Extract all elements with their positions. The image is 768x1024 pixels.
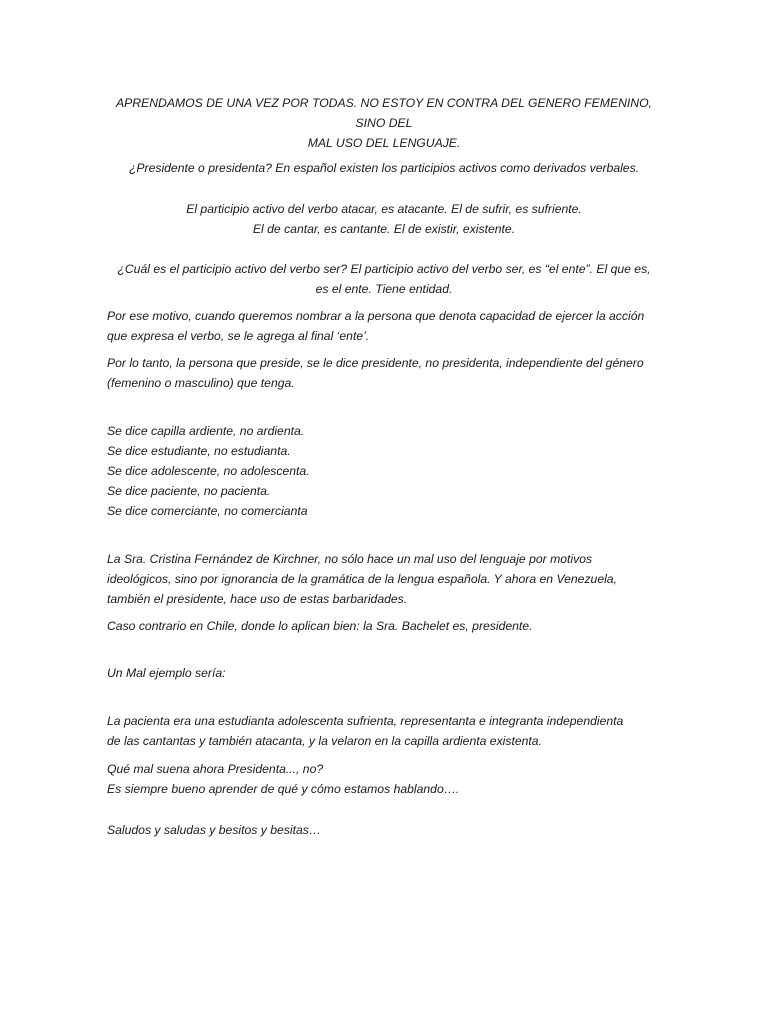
ser-question-paragraph xyxy=(107,259,661,299)
list-item: Se dice paciente, no pacienta. xyxy=(107,484,271,498)
paragraph-line: Por ese motivo, cuando queremos nombrar a la persona que denota capacidad de ejercer la acción xyxy=(107,309,645,323)
paragraph-line: El participio activo del verbo atacar, es atacante. El de sufrir, es sufriente. xyxy=(186,202,582,216)
document-title xyxy=(107,93,661,153)
paragraph-line: es el ente. Tiene entidad. xyxy=(315,282,453,296)
paragraph-line: El de cantar, es cantante. El de existir, existente. xyxy=(252,222,516,236)
list-item: Se dice comerciante, no comercianta xyxy=(107,504,308,518)
list-item: Se dice estudiante, no estudianta. xyxy=(107,444,291,458)
paragraph-line: de las cantantas y también atacanta, y la velaron en la capilla ardienta existenta. xyxy=(107,734,542,748)
paragraph-line: también el presidente, hace uso de estas barbaridades. xyxy=(107,592,408,606)
list-item: Se dice capilla ardiente, no ardienta. xyxy=(107,424,305,438)
title-line: MAL USO DEL LENGUAJE. xyxy=(307,136,461,150)
paragraph-line: La pacienta era una estudianta adolescenta sufrienta, representanta e integranta independienta xyxy=(107,714,624,728)
paragraph-line: ¿Presidente o presidenta? En español existen los participios activos como derivados verbales. xyxy=(128,161,640,175)
closing-paragraph xyxy=(107,759,661,799)
list-item: Se dice adolescente, no adolescenta. xyxy=(107,464,310,478)
chile-paragraph xyxy=(107,616,661,636)
paragraph-line: que expresa el verbo, se le agrega al final ‘ente’. xyxy=(107,329,370,343)
intro-paragraph xyxy=(107,158,661,178)
paragraph-line: La Sra. Cristina Fernández de Kirchner, no sólo hace un mal uso del lenguaje por motivos xyxy=(107,552,593,566)
paragraph-line: Por lo tanto, la persona que preside, se le dice presidente, no presidenta, independiente del género xyxy=(107,356,644,370)
paragraph-line: ¿Cuál es el participio activo del verbo ser? El participio activo del verbo ser, es “el ente”. El que es, xyxy=(117,262,651,276)
kirchner-paragraph xyxy=(107,549,661,609)
saludos-paragraph xyxy=(107,820,661,840)
paragraph-line: Qué mal suena ahora Presidenta..., no? xyxy=(107,762,324,776)
paragraph-line: Saludos y saludas y besitos y besitas… xyxy=(107,823,322,837)
paragraph-line: Caso contrario en Chile, donde lo aplican bien: la Sra. Bachelet es, presidente. xyxy=(107,619,533,633)
se-dice-list xyxy=(107,421,661,521)
paragraph-line: (femenino o masculino) que tenga. xyxy=(107,376,295,390)
mal-ejemplo-heading xyxy=(107,663,661,683)
paragraph-line: ideológicos, sino por ignorancia de la gramática de la lengua española. Y ahora en Venezuela, xyxy=(107,572,617,586)
paragraph-line: Un Mal ejemplo sería: xyxy=(107,666,226,680)
motivo-paragraph xyxy=(107,306,661,346)
title-line: APRENDAMOS DE UNA VEZ POR TODAS. NO ESTOY EN CONTRA DEL GENERO FEMENINO, SINO DEL xyxy=(116,96,652,130)
examples-paragraph xyxy=(107,199,661,239)
por-lo-tanto-paragraph xyxy=(107,353,661,393)
paragraph-line: Es siempre bueno aprender de qué y cómo estamos hablando…. xyxy=(107,782,460,796)
ejemplo-paragraph xyxy=(107,711,661,751)
